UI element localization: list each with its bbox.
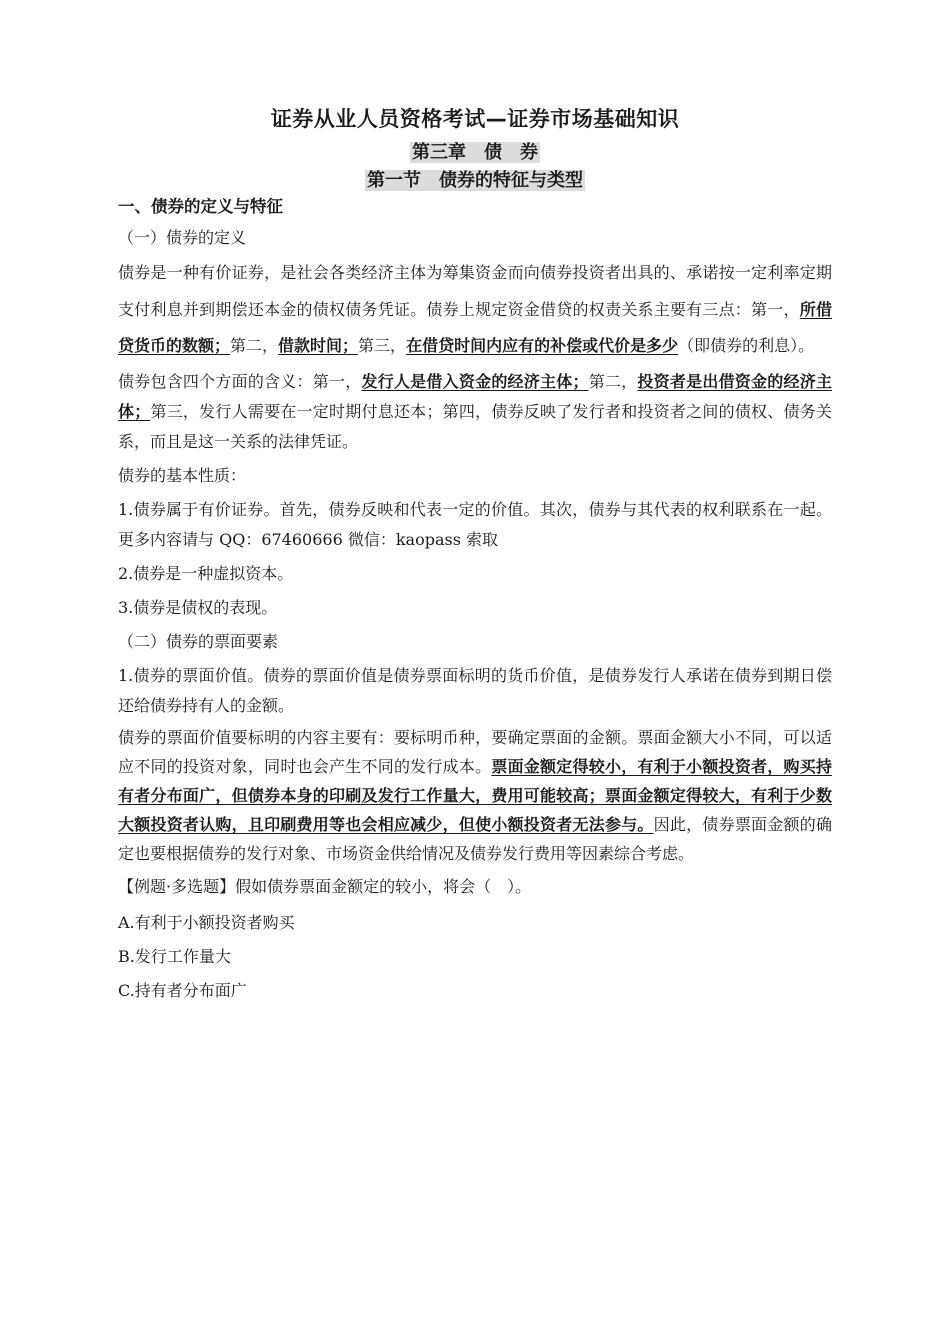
highlight-time: 借款时间； xyxy=(278,336,359,355)
nature-item-1: 1.债券属于有价证券。首先，债券反映和代表一定的价值。其次，债券与其代表的权利联系在一起。更多内容请与 QQ：67460666 微信：kaopass 索取 xyxy=(118,499,832,549)
paragraph-face-amount xyxy=(118,723,832,868)
chapter-heading xyxy=(0,140,950,166)
text-run: 第二， xyxy=(230,336,279,355)
highlight-face-amount: 票面金额定得较小，有利于小额投资者，购买持有者分布面广，但债券本身的印刷及发行工作量大，费用可能较高；票面金额定得较大，有利于少数大额投资者认购，且印刷费用等也会相应减少，但使小额投资者无法参与。 xyxy=(118,756,832,834)
section-heading xyxy=(0,168,950,194)
nature-item-2: 2.债券是一种虚拟资本。 xyxy=(118,563,294,583)
highlight-compensation: 在借贷时间内应有的补偿或代价是多少 xyxy=(406,336,679,355)
example-question: 【例题·多选题】假如债券票面金额定的较小，将会（ ）。 xyxy=(118,876,532,896)
basic-nature-title: 债券的基本性质： xyxy=(118,465,247,485)
option-c: C.持有者分布面广 xyxy=(118,980,247,1000)
paragraph-four-meanings xyxy=(118,367,832,457)
text-run: 债券是一种有价证券，是社会各类经济主体为筹集资金而向债券投资者出具的、承诺按一定利率定期支付利息并到期偿还本金的债权债务凭证。债券上规定资金借贷的权责关系主要有三点：第一， xyxy=(118,263,832,319)
document-body xyxy=(118,193,832,1006)
document-title: 证券从业人员资格考试—证券市场基础知识 xyxy=(270,107,680,131)
subheading-definition: （一）债券的定义 xyxy=(118,228,247,247)
nature-item-3: 3.债券是债权的表现。 xyxy=(118,597,278,617)
paragraph-face-value: 1.债券的票面价值。债券的票面价值是债券票面标明的货币价值，是债券发行人承诺在债券到期日偿还给债券持有人的金额。 xyxy=(118,665,832,715)
highlight-issuer: 发行人是借入资金的经济主体； xyxy=(361,371,589,391)
highlight-investor: 投资者是出借资金的经济主体； xyxy=(118,371,832,421)
heading-definition-and-features: 一、债券的定义与特征 xyxy=(118,197,283,216)
text-run: 第三，发行人需要在一定时期付息还本；第四，债券反映了发行者和投资者之间的债权、债务关系，而且是这一关系的法律凭证。 xyxy=(118,401,832,451)
section-heading-text: 第一节 债券的特征与类型 xyxy=(367,170,583,191)
text-run: 第二， xyxy=(588,371,638,391)
option-a: A.有利于小额投资者购买 xyxy=(118,912,295,932)
highlight-amount: 所借贷货币的数额； xyxy=(118,299,832,355)
text-run: （即债券的利息）。 xyxy=(678,336,815,355)
subheading-face-elements: （二）债券的票面要素 xyxy=(118,631,279,651)
option-b: B.发行工作量大 xyxy=(118,946,231,966)
text-run: 第三， xyxy=(358,336,407,355)
chapter-heading-text: 第三章 债 券 xyxy=(412,142,538,163)
text-run: 债券包含四个方面的含义：第一， xyxy=(118,371,362,391)
text-run: 债券的票面价值要标明的内容主要有：要标明币种，要确定票面的金额。票面金额大小不同，可以适应不同的投资对象，同时也会产生不同的发行成本。 xyxy=(118,727,832,776)
paragraph-definition xyxy=(118,255,832,365)
text-run: 因此，债券票面金额的确定也要根据债券的发行对象、市场资金供给情况及债券发行费用等因素综合考虑。 xyxy=(118,814,832,863)
